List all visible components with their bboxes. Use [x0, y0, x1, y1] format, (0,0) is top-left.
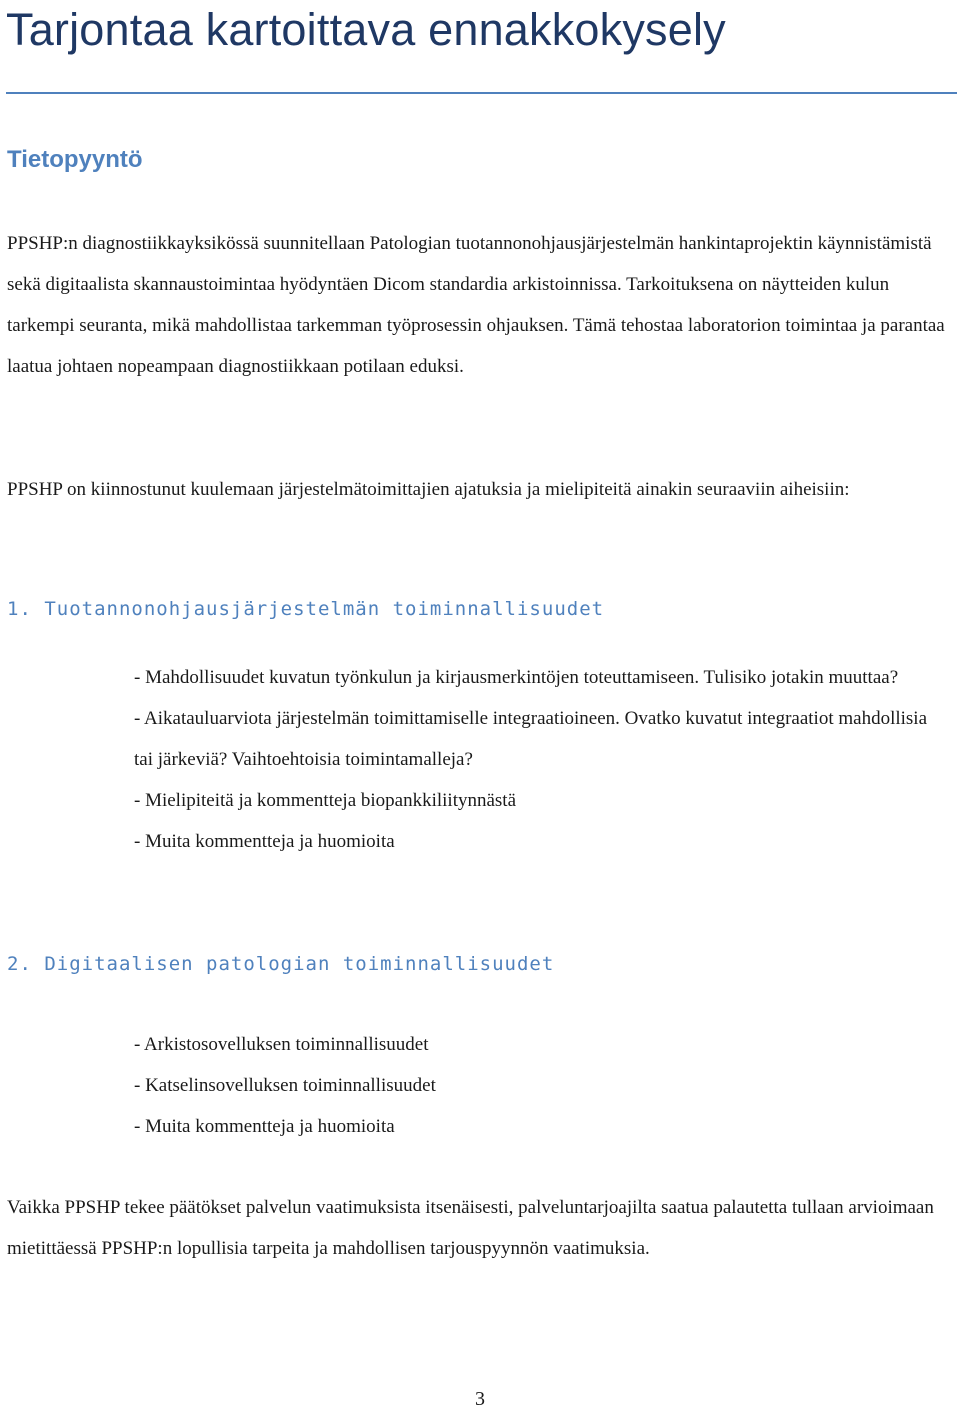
list-item: - Mahdollisuudet kuvatun työnkulun ja kirjausmerkintöjen toteuttamiseen. Tulisiko jotakin muuttaa? [134, 667, 899, 688]
interest-paragraph: PPSHP on kiinnostunut kuulemaan järjestelmätoimittajien ajatuksia ja mielipiteitä ainakin seuraaviin aiheisiin: [7, 479, 850, 500]
page-number: 3 [475, 1388, 485, 1410]
topic-heading-production-control: 1. Tuotannonohjausjärjestelmän toiminnallisuudet [7, 598, 605, 620]
list-item: - Katselinsovelluksen toiminnallisuudet [134, 1075, 436, 1096]
list-item: - Arkistosovelluksen toiminnallisuudet [134, 1034, 429, 1055]
document-title: Tarjontaa kartoittava ennakkokysely [6, 4, 726, 55]
list-item: - Muita kommentteja ja huomioita [134, 831, 395, 852]
section-heading: Tietopyyntö [7, 146, 143, 173]
list-item: - Mielipiteitä ja kommentteja biopankkiliitynnästä [134, 790, 517, 811]
topic-list-digital-pathology [134, 1024, 934, 1147]
topic-list-production-control [134, 657, 934, 862]
list-item: - Aikatauluarviota järjestelmän toimittamiselle integraatioineen. Ovatko kuvatut integraatiot mahdollisia tai järkeviä? Vaihtoehtoisia toimintamalleja? [134, 708, 928, 770]
list-item: - Muita kommentteja ja huomioita [134, 1116, 395, 1137]
topic-heading-digital-pathology: 2. Digitaalisen patologian toiminnallisuudet [7, 953, 555, 975]
title-underline [6, 92, 957, 94]
closing-paragraph: Vaikka PPSHP tekee päätökset palvelun vaatimuksista itsenäisesti, palveluntarjoajilta saatua palautetta tullaan arvioimaan mietittäessä PPSHP:n lopullisia tarpeita ja mahdollisen tarjouspyynnön vaatimuksia. [7, 1197, 934, 1259]
intro-paragraph: PPSHP:n diagnostiikkayksikössä suunnitellaan Patologian tuotannonohjausjärjestelmän hankintaprojektin käynnistämistä sekä digitaalista skannaustoimintaa hyödyntäen Dicom standardia arkistoinnissa. Tarkoituksena on näytteiden kulun tarkempi seuranta, mikä mahdollistaa tarkemman työprosessin ohjauksen. Tämä tehostaa laboratorion toimintaa ja parantaa laatua johtaen nopeampaan diagnostiikkaan potilaan eduksi. [7, 233, 945, 377]
